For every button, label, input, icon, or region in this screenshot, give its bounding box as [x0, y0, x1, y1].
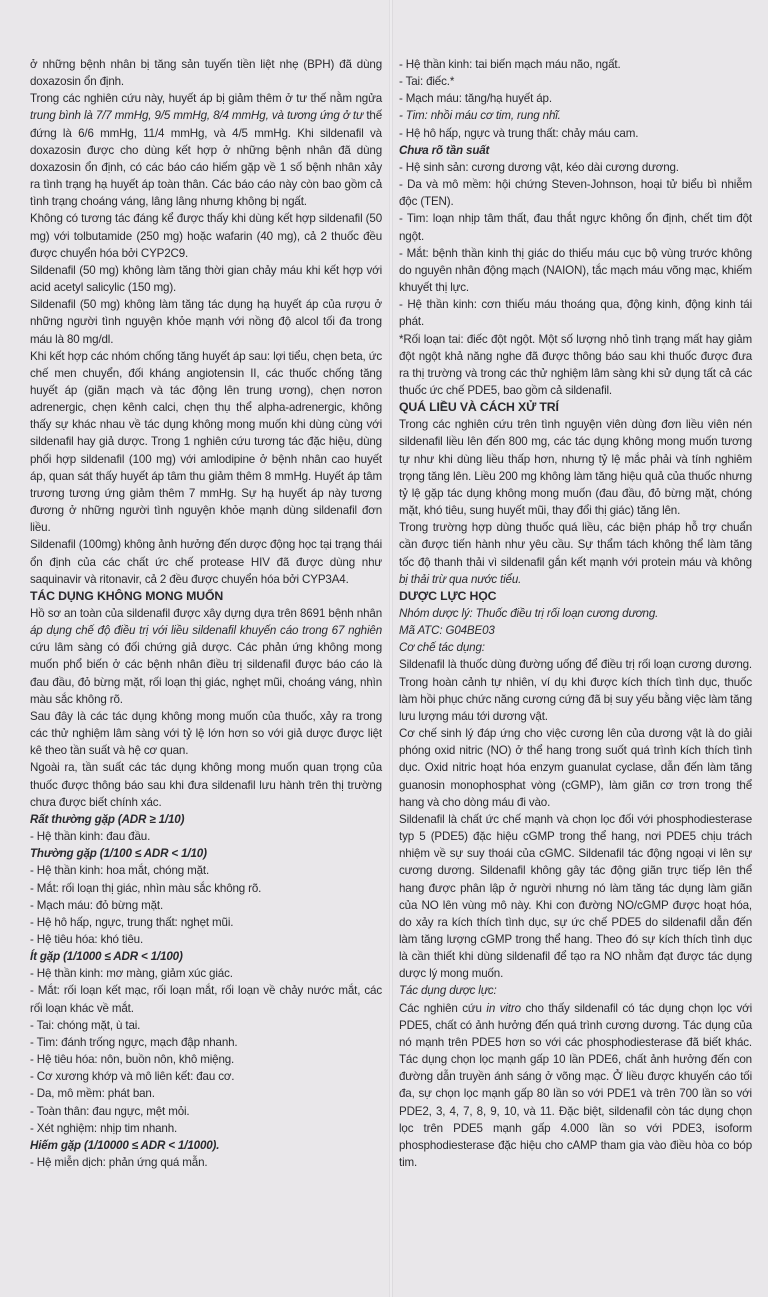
- list-item: - Hệ thần kinh: đau đầu.: [30, 830, 151, 844]
- list-item: - Mắt: rối loạn thị giác, nhìn màu sắc không rõ.: [30, 881, 262, 895]
- text: thế đứng là 6/6 mmHg, 11/4 mmHg, và 4/5 mmHg. Khi sildenafil và doxazosin được cho dùng kết hợp ở những bệnh nhân đã dùng doxazosin ổn định, có các báo cáo hiếm gặp về 1 số bệnh nhân xảy ra tình trạng hạ huyết áp toàn thân. Các báo cáo này còn bao gồm cả tình trạng choáng váng, lâng lâng nhưng không bị ngất.: [30, 109, 382, 209]
- list-item: - Hệ hô hấp, ngực và trung thất: chảy máu cam.: [399, 126, 639, 140]
- text: trung bình là 7/7 mmHg, 9/5 mmHg, 8/4 mmHg, và tương ứng ở tư: [30, 109, 364, 123]
- paragraph: [399, 519, 752, 588]
- pharm-group: Nhóm dược lý: Thuốc điều trị rối loạn cương dương.: [399, 607, 659, 620]
- list-item: - Tim: đánh trống ngực, mạch đập nhanh.: [30, 1035, 238, 1049]
- text: Các nghiên cứu: [399, 1001, 487, 1015]
- paragraph: Sildenafil (50 mg) không làm tăng tác dụng hạ huyết áp của rượu ở những người tình nguyện khỏe mạnh với nồng độ alcol tối đa trong máu là 80 mg/dl.: [30, 298, 382, 346]
- list-item: - Hệ hô hấp, ngực, trung thất: nghẹt mũi.: [30, 915, 234, 929]
- list-item: - Hệ tiêu hóa: khó tiêu.: [30, 932, 144, 946]
- page-fold: [389, 0, 393, 1297]
- paragraph: [30, 90, 382, 210]
- section-heading-side-effects: TÁC DỤNG KHÔNG MONG MUỐN: [30, 588, 224, 603]
- atc-code: Mã ATC: G04BE03: [399, 624, 495, 638]
- text: áp dụng chế độ điều trị với liều sildenafil khuyến cáo trong 67 nghiên: [30, 624, 382, 638]
- text: Trong các nghiên cứu này, huyết áp bị giảm thêm ở tư thế nằm ngửa: [30, 92, 382, 106]
- subheading-effects: Tác dụng dược lực:: [399, 984, 497, 998]
- section-heading-overdose: QUÁ LIỀU VÀ CÁCH XỬ TRÍ: [399, 400, 559, 415]
- list-item: - Da, mô mềm: phát ban.: [30, 1087, 155, 1101]
- paragraph: ở những bệnh nhân bị tăng sản tuyến tiền liệt nhẹ (BPH) đã dùng doxazosin ổn định.: [30, 58, 382, 89]
- list-item: - Mạch máu: tăng/hạ huyết áp.: [399, 92, 552, 106]
- paragraph: Không có tương tác đáng kể được thấy khi dùng kết hợp sildenafil (50 mg) với tolbutamide (250 mg) hoặc wafarin (40 mg), cả 2 thuốc đều được chuyển hóa bởi CYP2C9.: [30, 212, 382, 260]
- text: cứu lâm sàng có đối chứng giả dược. Các phản ứng không mong muốn phổ biến ở các bệnh nhân điều trị sildenafil được báo cáo là đau đầu, đỏ bừng mặt, rối loạn thị giác, nghẹt mũi, choáng váng, nhìn màu sắc không rõ.: [30, 641, 382, 706]
- footnote: *Rối loạn tai: điếc đột ngột. Một số lượng nhỏ tình trạng mất hay giảm đột ngột khả năng nghe đã được thông báo sau khi thuốc được đưa ra thị trường và trong các thử nghiệm lâm sàng khi sử dụng tất cả các thuốc ức chế PDE5, bao gồm cả sildenafil.: [399, 332, 752, 397]
- list-item: - Hệ thần kinh: tai biến mạch máu não, ngất.: [399, 58, 621, 71]
- freq-heading-common: Thường gặp (1/100 ≤ ADR < 1/10): [30, 847, 207, 861]
- paragraph: Sildenafil là thuốc dùng đường uống để điều trị rối loạn cương dương. Trong hoàn cảnh tự nhiên, ví dụ khi được kích thích tình dục, thuốc làm hồi phục chức năng cương cứng đã bị suy yếu bằng việc làm tăng lưu lượng máu tới dương vật.: [399, 658, 752, 723]
- list-item: - Mạch máu: đỏ bừng mặt.: [30, 898, 164, 912]
- freq-heading-rare: Hiếm gặp (1/10000 ≤ ADR < 1/1000).: [30, 1138, 220, 1152]
- paragraph: Khi kết hợp các nhóm chống tăng huyết áp sau: lợi tiểu, chẹn beta, ức chế men chuyển, đối kháng angiotensin II, các thuốc chống tăng huyết áp (giãn mạch và tác động lên trung ương), chẹn nơron adrenergic, chẹn kênh calci, chẹn thụ thể alpha-adrenergic, không thấy sự khác nhau về tác dụng không mong muốn khi dùng cùng với sildenafil hay giả dược. Trong 1 nghiên cứu tương tác đặc hiệu, dùng phối hợp sildenafil (100 mg) với amlodipine ở bệnh nhân cao huyết áp, quan sát thấy huyết áp tâm thu giảm thêm 8 mmHg. Huyết áp tâm trương tương ứng giảm thêm 7 mmHg. Sự hạ huyết áp này tương đương ở những người tình nguyện khỏe mạnh dùng sildenafil đơn liều.: [30, 349, 382, 535]
- paragraph: Sau đây là các tác dụng không mong muốn của thuốc, xảy ra trong các thử nghiệm lâm sàng với tỷ lệ lớn hơn so với giả dược được liệt kê theo tần suất và hệ cơ quan.: [30, 709, 382, 758]
- paragraph: Sildenafil (100mg) không ảnh hưởng đến dược động học tại trạng thái ổn định của các chất ức chế protease HIV đã được dùng như saquinavir và ritonavir, cả 2 đều được chuyển hóa bởi CYP3A4.: [30, 538, 382, 586]
- list-item: - Toàn thân: đau ngực, mệt mỏi.: [30, 1104, 190, 1118]
- left-column: [30, 56, 382, 1171]
- list-item: - Mắt: bệnh thần kinh thị giác do thiếu máu cục bộ vùng trước không do nguyên nhân động mạch (NAION), tắc mạch máu võng mạc, khiếm khuyết thị lực.: [399, 246, 752, 295]
- text: cho thấy sildenafil có tác dụng chọn lọc với PDE5, chất có ảnh hưởng đến quá trình cương dương. Tác dụng của nó mạnh trên PDE5 hơn so với các phosphodiesterase đã biết khác. Tác dụng chọn lọc mạnh gấp 10 lần PDE6, chất ảnh hưởng đến con đường dẫn truyền ánh sáng ở võng mạc. Ở liều được khuyến cáo tối đa, sự chọn lọc mạnh gấp 80 lần so với PDE1 và trên 700 lần so với PDE2, 3, 4, 7, 8, 9, 10, và 11. Đặc biệt, sildenafil còn tác dụng chọn lọc trên PDE5 mạnh gấp 4.000 lần so với PDE3, isoform phosphodiesterase đặc hiệu cho cAMP tham gia vào điều hòa co bóp tim.: [399, 1001, 752, 1169]
- freq-heading-unknown: Chưa rõ tần suất: [399, 143, 490, 157]
- list-item: - Xét nghiệm: nhịp tim nhanh.: [30, 1121, 178, 1135]
- paragraph: [399, 1000, 752, 1172]
- paragraph: Trong các nghiên cứu trên tình nguyện viên dùng đơn liều viên nén sildenafil liều lên đến 800 mg, các tác dụng không mong muốn tương tự như khi dùng liều thấp hơn, nhưng tỷ lệ mắc phải và tính nghiêm trọng tăng lên. Liều 200 mg không làm tăng hiệu quả của thuốc nhưng tỷ lệ gặp tác dụng không mong muốn (đau đầu, đỏ bừng mặt, chóng mặt, khó tiêu, sung huyết mũi, thay đổi thị giác) tăng lên.: [399, 418, 752, 518]
- text: bị thải trừ qua nước tiểu.: [399, 572, 522, 586]
- list-item: - Da và mô mềm: hội chứng Steven-Johnson, hoại tử biểu bì nhiễm độc (TEN).: [399, 178, 752, 209]
- list-item: - Mắt: rối loạn kết mạc, rối loạn mắt, rối loạn về chảy nước mắt, các rối loạn khác về mắt.: [30, 984, 382, 1015]
- right-column: [399, 56, 752, 1171]
- list-item: - Tim: nhồi máu cơ tim, rung nhĩ.: [399, 109, 561, 123]
- text: Hồ sơ an toàn của sildenafil được xây dựng dựa trên 8691 bệnh nhân: [30, 607, 382, 620]
- freq-heading-uncommon: Ít gặp (1/1000 ≤ ADR < 1/100): [30, 950, 183, 964]
- paragraph: Ngoài ra, tần suất các tác dụng không mong muốn quan trọng của thuốc được thông báo sau khi đưa sildenafil lưu hành trên thị trường chưa được biết chính xác.: [30, 761, 382, 809]
- list-item: - Hệ miễn dịch: phản ứng quá mẫn.: [30, 1156, 208, 1169]
- list-item: - Tim: loạn nhịp tâm thất, đau thắt ngực không ổn định, chết tim đột ngột.: [399, 212, 752, 243]
- list-item: - Tai: điếc.*: [399, 75, 455, 89]
- list-item: - Hệ thần kinh: cơn thiếu máu thoáng qua, động kinh, động kinh tái phát.: [399, 298, 752, 329]
- list-item: - Hệ thần kinh: hoa mắt, chóng mặt.: [30, 864, 210, 878]
- list-item: - Hệ tiêu hóa: nôn, buồn nôn, khô miệng.: [30, 1053, 235, 1067]
- freq-heading-very-common: Rất thường gặp (ADR ≥ 1/10): [30, 812, 185, 826]
- list-item: - Tai: chóng mặt, ù tai.: [30, 1018, 141, 1032]
- text: in vitro: [486, 1001, 521, 1015]
- paragraph: Sildenafil là chất ức chế mạnh và chọn lọc đối với phosphodiesterase typ 5 (PDE5) đặc hiệu cGMP trong thể hang, nơi PDE5 chịu trách nhiệm về sự suy thoái của cGMC. Sildenafil tác động ngoại vi lên sự cương dương. Sildenafil không gây tác động giãn trực tiếp lên thể hang được phân lập ở người nhưng nó làm tăng tác dụng làm giãn của NO lên vùng mô này. Khi con đường NO/cGMP được hoạt hóa, do xảy ra kích thích tình dục, sự ức chế PDE5 do sildenafil dẫn đến làm tăng lượng cGMP trong thể hang. Theo đó sự kích thích tình dục là cần thiết khi dùng sildenafil để tạo ra NO nhằm đạt được tác dụng dược lý mong muốn.: [399, 812, 752, 981]
- subheading-mechanism: Cơ chế tác dụng:: [399, 641, 485, 655]
- paragraph: Sildenafil (50 mg) không làm tăng thời gian chảy máu khi kết hợp với acid acetyl salicylic (150 mg).: [30, 263, 382, 295]
- list-item: - Hệ thần kinh: mơ màng, giảm xúc giác.: [30, 967, 233, 981]
- list-item: - Cơ xương khớp và mô liên kết: đau cơ.: [30, 1070, 235, 1084]
- paragraph: Cơ chế sinh lý đáp ứng cho việc cương lên của dương vật là do giải phóng oxid nitric (NO) ở thể hang trong suốt quá trình kích thích tình dục. Oxid nitric hoạt hóa enzym guanulat cyclase, dẫn đến làm tăng guanosin monophosphat vòng (cGMP), làm giãn cơ trơn trong thể hang và cho dòng máu đi vào.: [399, 727, 752, 809]
- list-item: - Hệ sinh sản: cương dương vật, kéo dài cương dương.: [399, 160, 679, 174]
- paragraph: [30, 605, 382, 708]
- section-heading-pharmacodynamics: DƯỢC LỰC HỌC: [399, 588, 497, 603]
- text: Trong trường hợp dùng thuốc quá liều, các biện pháp hỗ trợ chuẩn cần được tiến hành như yêu cầu. Sự thẩm tách không thể làm tăng tốc độ thanh thải vì sildenafil gắn kết mạnh với protein máu và không: [399, 521, 752, 569]
